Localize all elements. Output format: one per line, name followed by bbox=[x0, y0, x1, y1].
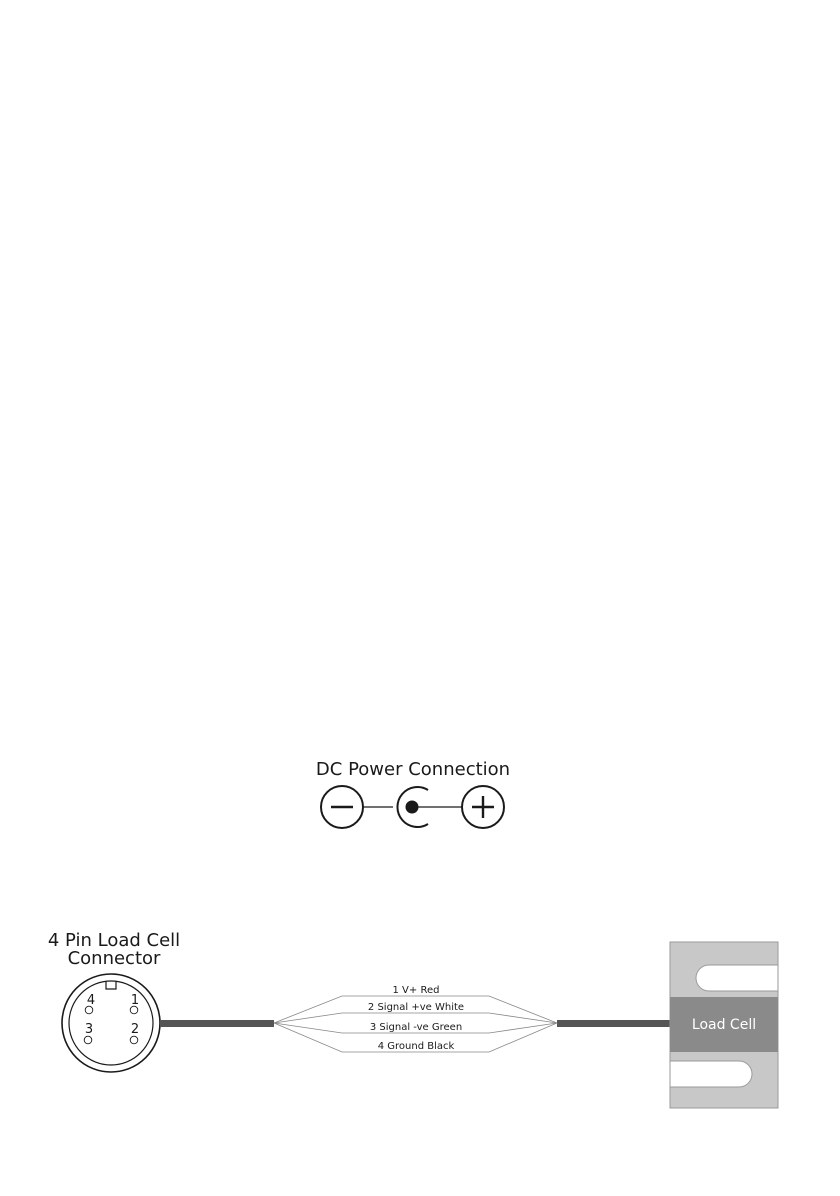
load-cell-top-slot bbox=[696, 965, 778, 991]
load-cell bbox=[670, 942, 778, 1108]
load-cell-connector bbox=[48, 930, 180, 1072]
positive-terminal-icon bbox=[462, 786, 504, 828]
wire-label-3: 3 Signal -ve Green bbox=[369, 1022, 463, 1033]
cable-right bbox=[557, 1020, 670, 1027]
negative-terminal-icon bbox=[321, 786, 363, 828]
connector-socket-icon bbox=[62, 974, 160, 1072]
cable-left bbox=[160, 1020, 274, 1027]
connector-title-line1: 4 Pin Load Cell bbox=[47, 930, 181, 951]
pin-number: 1 bbox=[130, 993, 140, 1008]
pin-number: 4 bbox=[86, 993, 96, 1008]
connector-title-line2: Connector bbox=[67, 948, 161, 969]
wire-label-4: 4 Ground Black bbox=[377, 1041, 455, 1052]
load-cell-bottom-slot bbox=[670, 1061, 752, 1087]
wire-label-2: 2 Signal +ve White bbox=[367, 1002, 465, 1013]
wire-labels bbox=[368, 985, 464, 1052]
dc-power-connection bbox=[316, 759, 510, 828]
load-cell-label: Load Cell bbox=[691, 1017, 757, 1033]
pin-number: 3 bbox=[84, 1022, 94, 1037]
dc-power-title: DC Power Connection bbox=[315, 759, 511, 780]
wire-label-1: 1 V+ Red bbox=[392, 985, 440, 996]
pin-number: 2 bbox=[130, 1022, 140, 1037]
